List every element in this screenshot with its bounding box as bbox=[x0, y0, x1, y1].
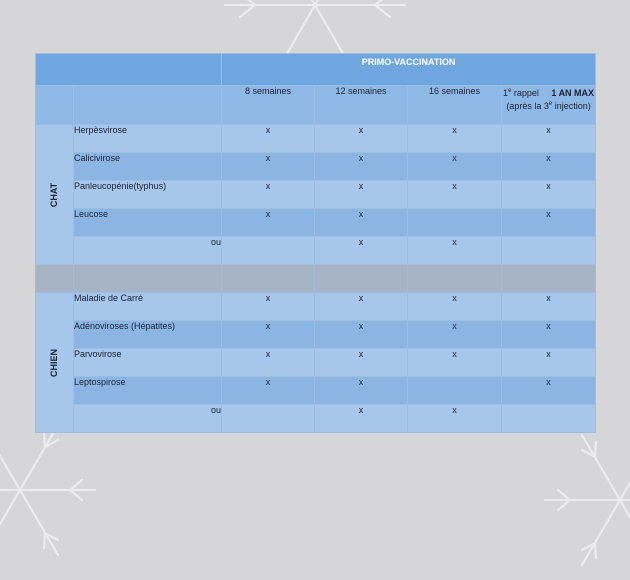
group-label-cat: CHAT bbox=[36, 125, 74, 265]
col-header-16-weeks: 16 semaines bbox=[408, 86, 502, 125]
disease-name: Maladie de Carré bbox=[74, 293, 222, 321]
snowflake-decoration-bottom-right bbox=[540, 420, 630, 580]
table-row bbox=[36, 405, 596, 433]
mark-cell: x bbox=[315, 237, 408, 265]
mark-cell: x bbox=[222, 153, 315, 181]
separator-row bbox=[36, 265, 596, 293]
mark-cell bbox=[408, 377, 502, 405]
disease-name: Adénoviroses (Hépatites) bbox=[74, 321, 222, 349]
alternative-label: ou bbox=[74, 237, 222, 265]
col-header-first-booster: 1e rappel 1 AN MAX (après la 3e injection) bbox=[502, 86, 596, 125]
mark-cell: x bbox=[315, 349, 408, 377]
mark-cell: x bbox=[502, 321, 596, 349]
alternative-label: ou bbox=[74, 405, 222, 433]
mark-cell: x bbox=[222, 181, 315, 209]
mark-cell: x bbox=[315, 153, 408, 181]
snowflake-decoration-bottom-left bbox=[0, 410, 100, 570]
mark-cell bbox=[222, 237, 315, 265]
table-row bbox=[36, 181, 596, 209]
mark-cell: x bbox=[222, 349, 315, 377]
mark-cell: x bbox=[315, 321, 408, 349]
mark-cell: x bbox=[315, 209, 408, 237]
mark-cell bbox=[502, 237, 596, 265]
mark-cell: x bbox=[408, 321, 502, 349]
disease-name: Parvovirose bbox=[74, 349, 222, 377]
mark-cell: x bbox=[502, 181, 596, 209]
mark-cell: x bbox=[222, 209, 315, 237]
mark-cell: x bbox=[408, 125, 502, 153]
mark-cell: x bbox=[315, 405, 408, 433]
snowflake-decoration-top bbox=[215, 0, 415, 55]
col-header-12-weeks: 12 semaines bbox=[315, 86, 408, 125]
mark-cell: x bbox=[502, 209, 596, 237]
mark-cell: x bbox=[315, 293, 408, 321]
mark-cell: x bbox=[315, 377, 408, 405]
group-label-dog: CHIEN bbox=[36, 293, 74, 433]
mark-cell: x bbox=[408, 405, 502, 433]
mark-cell: x bbox=[315, 181, 408, 209]
mark-cell: x bbox=[408, 181, 502, 209]
title-row bbox=[36, 54, 596, 86]
mark-cell bbox=[502, 405, 596, 433]
table-row bbox=[36, 321, 596, 349]
mark-cell: x bbox=[222, 293, 315, 321]
header-row bbox=[36, 86, 596, 125]
mark-cell: x bbox=[222, 321, 315, 349]
mark-cell bbox=[222, 405, 315, 433]
mark-cell: x bbox=[222, 125, 315, 153]
disease-name: Calicivirose bbox=[74, 153, 222, 181]
mark-cell: x bbox=[408, 349, 502, 377]
disease-name: Leucose bbox=[74, 209, 222, 237]
vaccination-table bbox=[35, 53, 596, 433]
table-title: PRIMO-VACCINATION bbox=[222, 54, 596, 86]
mark-cell: x bbox=[502, 125, 596, 153]
mark-cell: x bbox=[502, 153, 596, 181]
table-row bbox=[36, 125, 596, 153]
mark-cell: x bbox=[408, 293, 502, 321]
mark-cell bbox=[408, 209, 502, 237]
table-row bbox=[36, 237, 596, 265]
disease-name: Herpèsvirose bbox=[74, 125, 222, 153]
mark-cell: x bbox=[502, 377, 596, 405]
mark-cell: x bbox=[408, 153, 502, 181]
disease-name: Leptospirose bbox=[74, 377, 222, 405]
disease-name: Panleucopénie(typhus) bbox=[74, 181, 222, 209]
table-row bbox=[36, 293, 596, 321]
table-row bbox=[36, 377, 596, 405]
mark-cell: x bbox=[408, 237, 502, 265]
table-row bbox=[36, 153, 596, 181]
table-row bbox=[36, 209, 596, 237]
mark-cell: x bbox=[502, 293, 596, 321]
table-row bbox=[36, 349, 596, 377]
mark-cell: x bbox=[502, 349, 596, 377]
mark-cell: x bbox=[222, 377, 315, 405]
col-header-8-weeks: 8 semaines bbox=[222, 86, 315, 125]
mark-cell: x bbox=[315, 125, 408, 153]
